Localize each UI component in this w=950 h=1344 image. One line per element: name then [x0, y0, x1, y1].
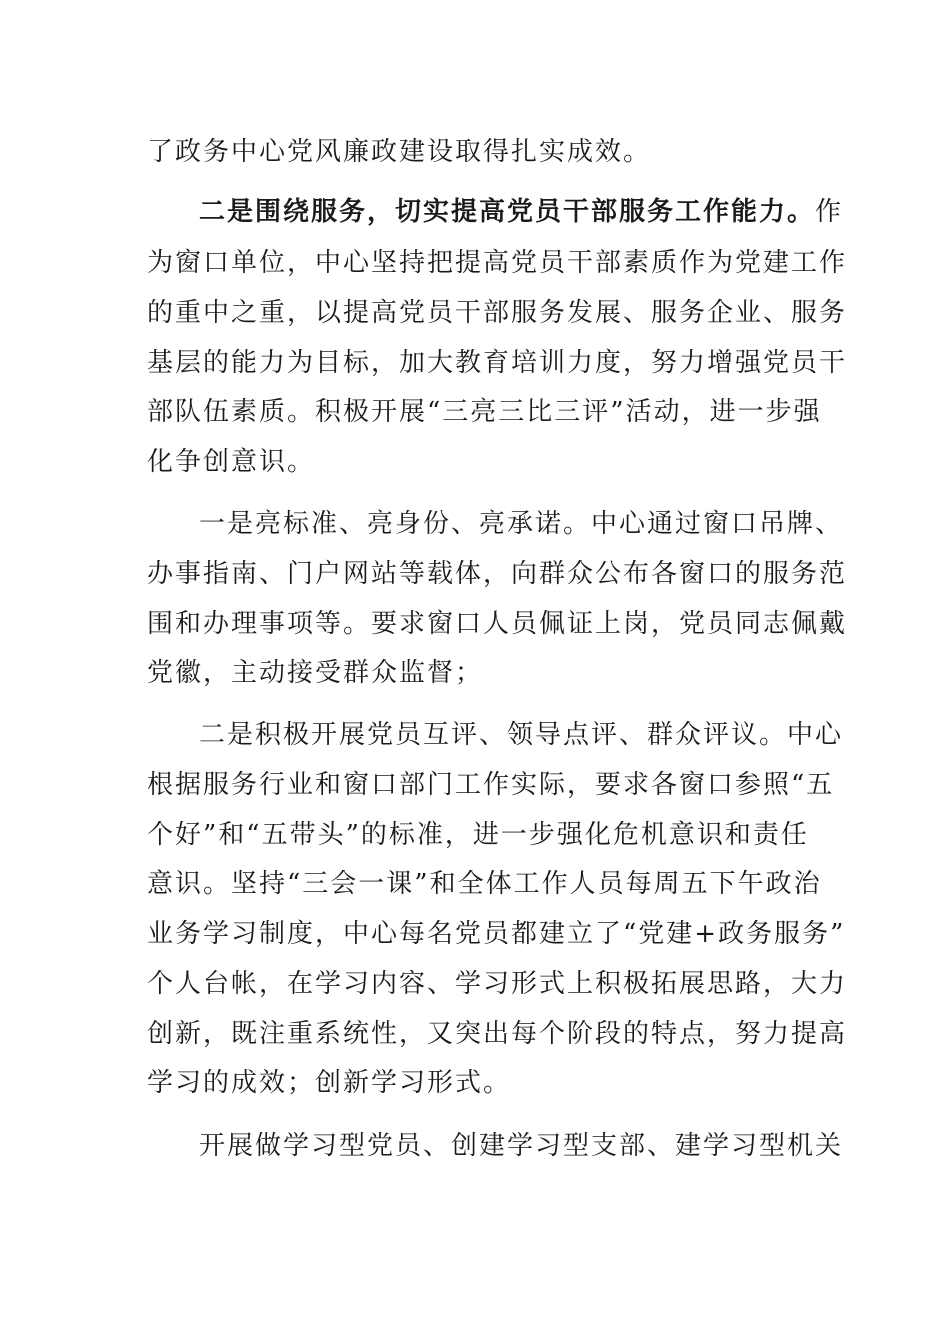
paragraph-line: 党徽，主动接受群众监督； [147, 658, 484, 688]
paragraph-line: 个好”和“五带头”的标准，进一步强化危机意识和责任 [147, 820, 809, 850]
paragraph-line: 基层的能力为目标，加大教育培训力度，努力增强党员干 [147, 348, 848, 378]
section-heading: 二是围绕服务，切实提高党员干部服务工作能力。 [199, 197, 816, 227]
paragraph-line: 开展做学习型党员、创建学习型支部、建学习型机关 [199, 1131, 844, 1161]
paragraph-line: 根据服务行业和窗口部门工作实际，要求各窗口参照“五 [147, 770, 835, 800]
paragraph-line: 学习的成效；创新学习形式。 [147, 1068, 512, 1098]
paragraph-line: 为窗口单位，中心坚持把提高党员干部素质作为党建工作 [147, 248, 848, 278]
paragraph-line: 部队伍素质。积极开展“三亮三比三评”活动，进一步强 [147, 397, 822, 427]
heading-continuation: 作 [815, 197, 844, 227]
paragraph-line: 化争创意识。 [147, 447, 316, 477]
paragraph-line: 一是亮标准、亮身份、亮承诺。中心通过窗口吊牌、 [199, 509, 844, 539]
paragraph-line: 创新，既注重系统性，又突出每个阶段的特点，努力提高 [147, 1019, 848, 1049]
paragraph-line: 二是积极开展党员互评、领导点评、群众评议。中心 [199, 720, 844, 750]
section-heading-line [199, 187, 844, 237]
paragraph-line: 办事指南、门户网站等载体，向群众公布各窗口的服务范 [147, 559, 848, 589]
paragraph-line: 围和办理事项等。要求窗口人员佩证上岗，党员同志佩戴 [147, 609, 848, 639]
paragraph-line: 个人台帐，在学习内容、学习形式上积极拓展思路，大力 [147, 969, 848, 999]
paragraph-line: 的重中之重，以提高党员干部服务发展、服务企业、服务 [147, 298, 848, 328]
paragraph-line: 业务学习制度，中心每名党员都建立了“党建+政务服务” [147, 919, 846, 949]
paragraph-line: 了政务中心党风廉政建设取得扎实成效。 [147, 137, 652, 167]
paragraph-line: 意识。坚持“三会一课”和全体工作人员每周五下午政治 [147, 869, 822, 899]
